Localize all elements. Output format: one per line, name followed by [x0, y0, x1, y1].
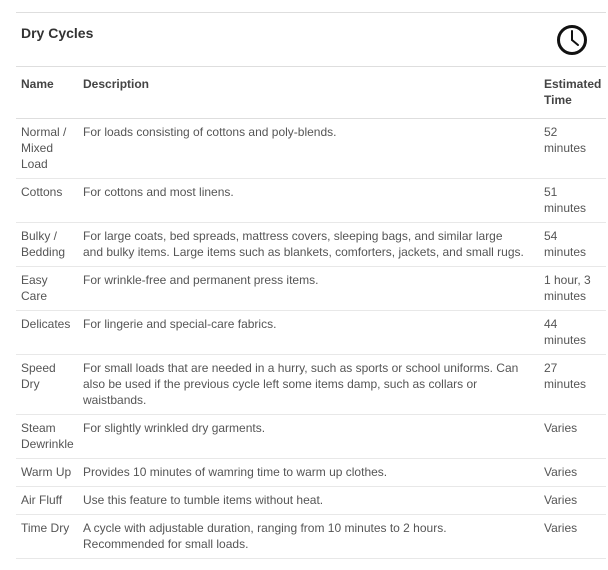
dry-cycles-panel	[16, 12, 606, 559]
cycle-name: Steam Dewrinkle	[21, 421, 74, 451]
table-row	[16, 515, 606, 559]
cycle-estimated-time: 51 minutes	[544, 185, 587, 215]
table-row	[16, 311, 606, 355]
cycle-estimated-time: 27 minutes	[544, 361, 587, 391]
table-row	[16, 459, 606, 487]
table-row	[16, 223, 606, 267]
table-header-row	[16, 67, 606, 119]
cycle-estimated-time: 52 minutes	[544, 125, 587, 155]
header-description: Description	[83, 77, 150, 91]
table-row	[16, 267, 606, 311]
table-body	[16, 119, 606, 559]
cycle-name: Air Fluff	[21, 493, 63, 507]
panel-header	[16, 13, 606, 67]
cycle-estimated-time: Varies	[544, 493, 578, 507]
cycle-description: For slightly wrinkled dry garments.	[83, 421, 266, 435]
cycle-name: Speed Dry	[21, 361, 56, 391]
header-estimated-time: Estimated Time	[544, 77, 602, 107]
cycle-estimated-time: 1 hour, 3 minutes	[544, 273, 591, 303]
cycle-description: Use this feature to tumble items without heat.	[83, 493, 324, 507]
table-row	[16, 119, 606, 179]
cycle-description: For large coats, bed spreads, mattress covers, sleeping bags, and similar large and bulky items. Large items such as blankets, comforters, jackets, and small rugs.	[83, 229, 524, 259]
cycle-name: Bulky / Bedding	[21, 229, 66, 259]
cycle-description: For wrinkle-free and permanent press items.	[83, 273, 319, 287]
cycle-description: A cycle with adjustable duration, ranging from 10 minutes to 2 hours. Recommended for small loads.	[83, 521, 447, 551]
header-name: Name	[21, 77, 54, 91]
cycle-estimated-time: Varies	[544, 465, 578, 479]
table-row	[16, 487, 606, 515]
clock-icon	[556, 24, 588, 56]
cycle-description: For lingerie and special-care fabrics.	[83, 317, 277, 331]
cycle-description: For cottons and most linens.	[83, 185, 234, 199]
cycle-estimated-time: 54 minutes	[544, 229, 587, 259]
cycle-estimated-time: Varies	[544, 421, 578, 435]
cycle-name: Warm Up	[21, 465, 72, 479]
table-row	[16, 355, 606, 415]
cycle-description: For small loads that are needed in a hurry, such as sports or school uniforms. Can also be used if the previous cycle left some items damp, such as collars or waistbands.	[83, 361, 519, 407]
cycle-name: Time Dry	[21, 521, 70, 535]
table-row	[16, 179, 606, 223]
cycle-name: Easy Care	[21, 273, 48, 303]
cycle-estimated-time: Varies	[544, 521, 578, 535]
cycle-name: Normal / Mixed Load	[21, 125, 67, 171]
dry-cycles-table	[16, 67, 606, 559]
cycle-description: Provides 10 minutes of wamring time to warm up clothes.	[83, 465, 388, 479]
cycle-name: Cottons	[21, 185, 63, 199]
panel-title: Dry Cycles	[21, 25, 94, 41]
table-row	[16, 415, 606, 459]
cycle-description: For loads consisting of cottons and poly-blends.	[83, 125, 337, 139]
cycle-estimated-time: 44 minutes	[544, 317, 587, 347]
cycle-name: Delicates	[21, 317, 71, 331]
